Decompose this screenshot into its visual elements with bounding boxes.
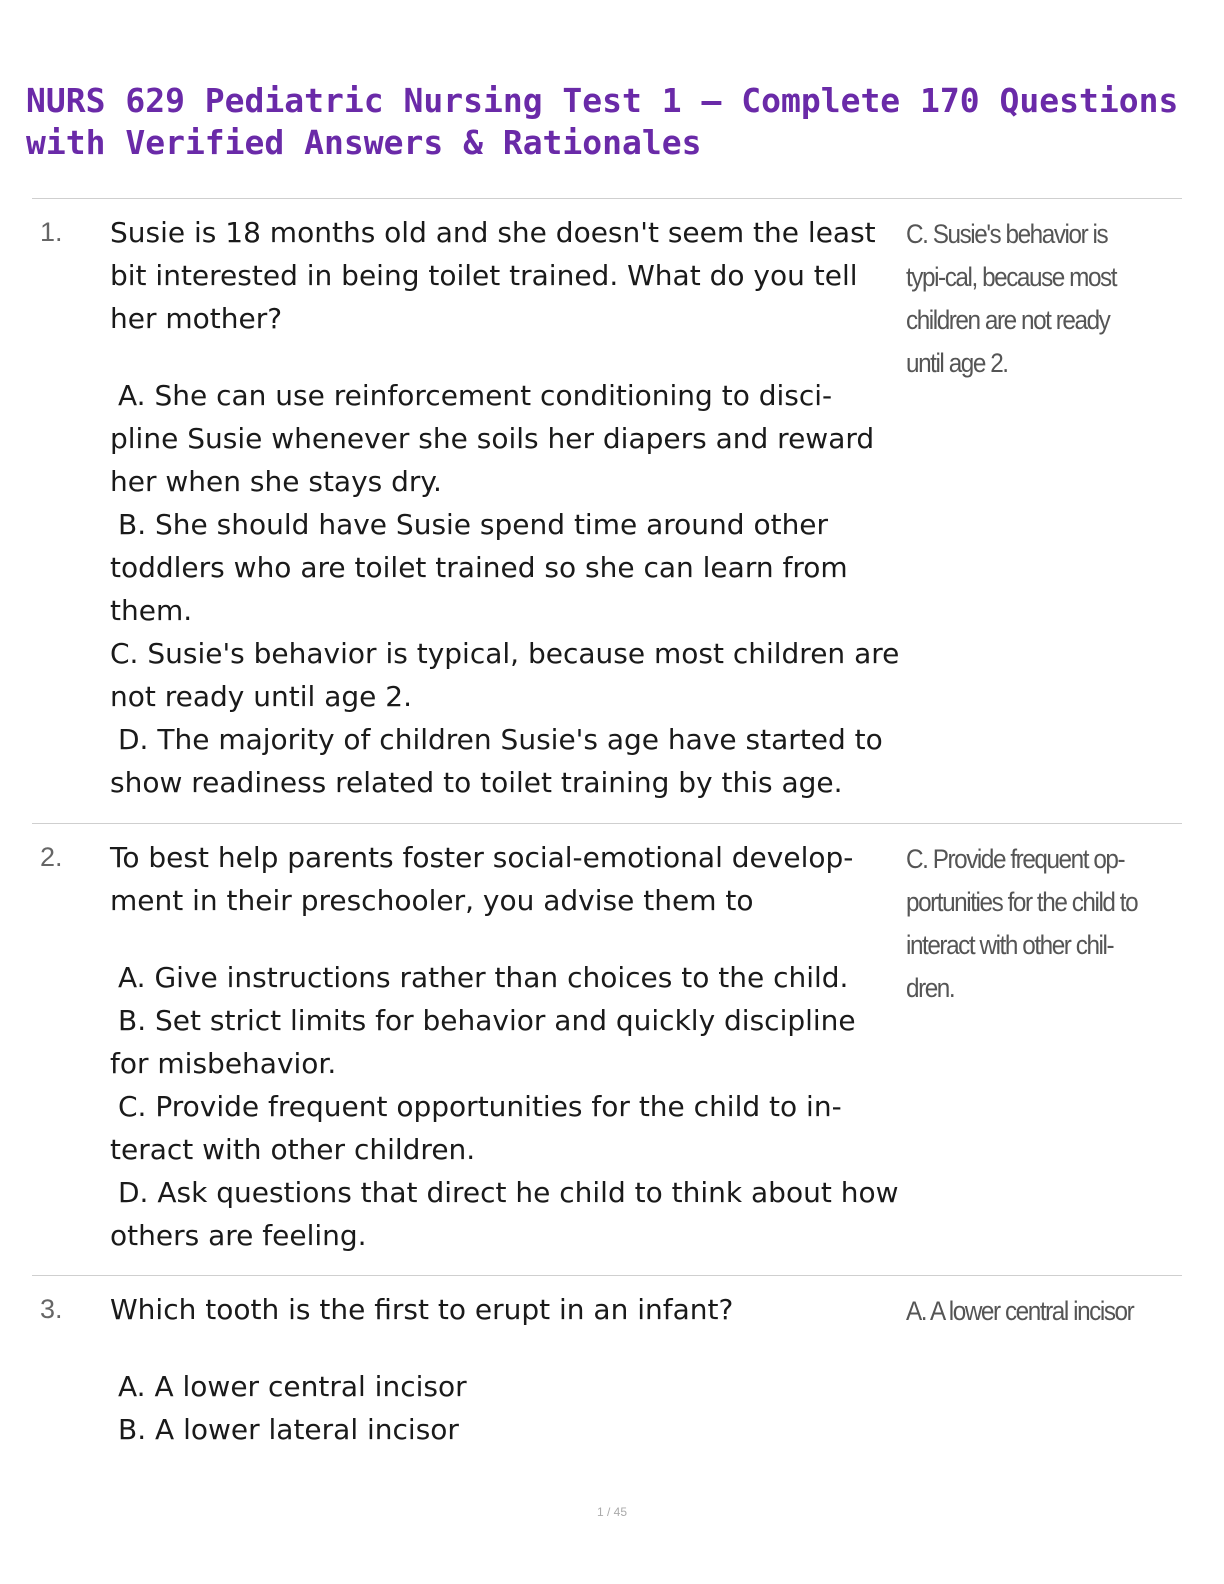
option-list bbox=[110, 374, 900, 804]
divider bbox=[32, 823, 1182, 824]
option-a: A. A lower central incisor bbox=[118, 1370, 467, 1403]
option-d: D. The majority of children Susie's age have started to show readiness related to toilet training by this age. bbox=[110, 723, 883, 799]
question-text: Susie is 18 months old and she doesn't seem the least bit interested in being toilet trained. What do you tell her mother? bbox=[110, 216, 876, 335]
option-d: D. Ask questions that direct he child to think about how others are feeling. bbox=[110, 1176, 899, 1252]
option-b: B. She should have Susie spend time around other toddlers who are toilet trained so she can learn from them. bbox=[110, 508, 848, 627]
page-number: 1 / 45 bbox=[596, 1505, 628, 1519]
answer-text: C. Susie's behavior is typi-cal, because most children are not ready until age 2. bbox=[906, 219, 1117, 378]
question-block bbox=[110, 836, 900, 1257]
question-number: 2. bbox=[40, 842, 63, 872]
option-c: C. Provide frequent opportunities for the child to in-teract with other children. bbox=[110, 1090, 842, 1166]
option-b: B. A lower lateral incisor bbox=[118, 1413, 459, 1446]
question-number: 3. bbox=[40, 1294, 63, 1324]
divider bbox=[32, 198, 1182, 199]
option-list bbox=[110, 956, 900, 1257]
option-b: B. Set strict limits for behavior and quickly discipline for misbehavior. bbox=[110, 1004, 856, 1080]
question-block bbox=[110, 211, 900, 804]
document-title: NURS 629 Pediatric Nursing Test 1 – Complete 170 Questions with Verified Answers & Rationales bbox=[26, 81, 1179, 162]
question-number: 1. bbox=[40, 217, 63, 247]
question-text: Which tooth is the first to erupt in an infant? bbox=[110, 1293, 734, 1326]
option-a: A. Give instructions rather than choices to the child. bbox=[118, 961, 849, 994]
answer-text: A. A lower central incisor bbox=[906, 1296, 1134, 1326]
answer-text: C. Provide frequent op-portunities for the child to interact with other chil-dren. bbox=[906, 844, 1138, 1003]
option-a: A. She can use reinforcement conditioning to disci-pline Susie whenever she soils her diapers and reward her when she stays dry. bbox=[110, 379, 875, 498]
question-text: To best help parents foster social-emotional develop-ment in their preschooler, you advise them to bbox=[110, 841, 854, 917]
divider bbox=[32, 1275, 1182, 1276]
option-c: C. Susie's behavior is typical, because most children are not ready until age 2. bbox=[110, 637, 900, 713]
question-block bbox=[110, 1288, 900, 1451]
option-list bbox=[110, 1365, 900, 1451]
